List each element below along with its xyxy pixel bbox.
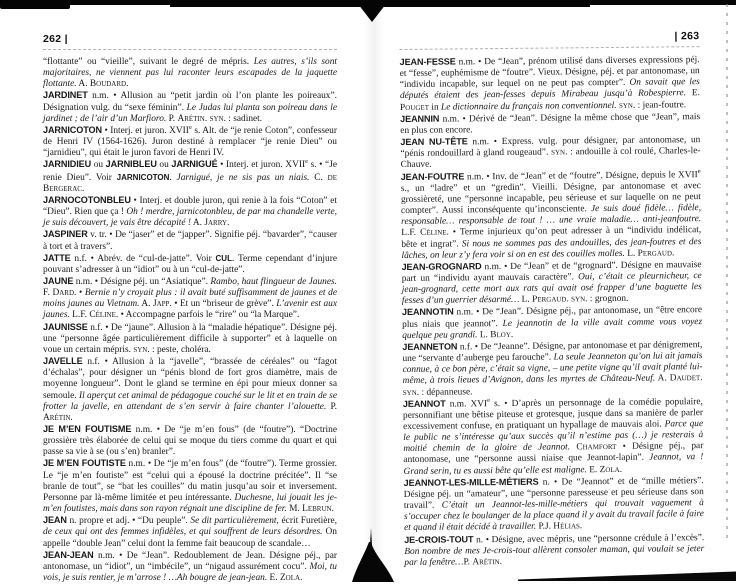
entry-text: Dard <box>52 288 75 299</box>
entry-text: CUL <box>215 253 232 263</box>
entry-text: Jeannot, va ! Grand serin, tu es aussi bête qu’elle est maligne. <box>403 452 704 477</box>
entry-jean-grognard <box>402 259 702 308</box>
entry-text: A. <box>139 299 153 310</box>
entry-text: P. <box>463 557 473 568</box>
entry-text: F. <box>43 288 53 299</box>
entry-jarnidieu <box>43 159 337 194</box>
entry-text: L.F. <box>69 310 90 321</box>
entry-text: . • Et un “briseur de grève”. <box>169 299 277 310</box>
entry-text: Céline <box>89 310 116 321</box>
entry-text: . • Terme injurieux qu’on peut adresser à un “individu indélicat, bête et ingrat”. <box>401 225 702 250</box>
entry-text: Daudet <box>669 373 701 384</box>
headword: JEANNOT <box>402 398 446 409</box>
entry-text: Lebrun <box>302 504 332 515</box>
entry-text: syn. <box>133 344 150 355</box>
headword: JARNIBLEU <box>105 159 157 170</box>
header-rule-left <box>43 49 337 50</box>
entry-jeannotin <box>402 305 702 342</box>
entry-text: n.m. XVI <box>445 398 488 410</box>
entry-text: s. • D’après un personnage de la comédie populaire, personnifiant une bêtise piteuse et grotesque, jusque dans sa manière de parler excessivement confuse, en pratiquant un hypallage de mauvais aloi. <box>402 396 704 432</box>
entry-text: . <box>510 329 514 340</box>
entry-text: syn. <box>209 113 226 124</box>
entry-text: : sadinet. <box>225 113 263 124</box>
header-rule-right <box>399 46 699 50</box>
entry-text: . <box>671 248 675 259</box>
entry-text: C. <box>309 172 328 183</box>
entry-text: n.m. • De “Jean”, prénom utilisé dans diverses expressions péj. et “fesse”, euphémisme de “foutre”. Vieux. Désigne, péj. et par antonomase, un “individu incapable, sur lequel on ne peut pas compter”. <box>399 55 700 91</box>
headword: JEANNIN <box>400 113 440 124</box>
entry-text: . <box>81 183 85 194</box>
headword: JARNIDIEU <box>43 159 92 170</box>
entry-text: Le jeannotin de la ville avait comme vous voyez quelque peu grandi. <box>402 316 703 341</box>
entry-jarnocotonbleu <box>43 195 337 229</box>
entry-jean <box>43 515 337 549</box>
entry-text: n.f. • Abrév. de “cul-de-jatte”. Voir <box>70 253 216 264</box>
entry-text: E. <box>267 573 280 584</box>
entry-text: Bon nombre de mes Je-crois-tout allèrent consoler maman, qui voulait se jeter par la fenêtre… <box>404 543 705 568</box>
entry-text: Zola <box>599 464 620 475</box>
entry-text: Oh ! merdre, jarnicotonbleu, de par ma chandelle verte, je suis découvert, je vais être décapité ! <box>43 207 338 229</box>
entry-text: Zola <box>279 573 301 584</box>
headword: JARNICOTON <box>43 124 102 135</box>
entry-text: . <box>331 504 334 515</box>
entry-text: Arétin <box>472 556 500 568</box>
headword: JE M’EN FOUTISTE <box>43 458 126 469</box>
headword: JATTE <box>43 252 71 263</box>
entry-text: syn. <box>618 100 636 111</box>
entry-text: Arétin <box>177 113 205 124</box>
entry-text: . <box>499 556 503 567</box>
entry-text: Il aperçut cet animal de pédagogue couché sur le lit et en train de se frotter la javelle, en attendant de s’en servir à faire chanter l’alouette. <box>43 390 337 412</box>
entry-text: • Interj. et double juron, qui renie à la fois “Coton” et “Dieu”. Rien que ça ! <box>43 195 337 218</box>
entry-text: • Désigne péj., par antonomase, une “personne aussi niaise que Jeannot-lapin”. <box>403 441 704 466</box>
entry-text: : andouille à col roulé, Charles-le-Chauve. <box>400 146 701 171</box>
entry-text: e <box>188 123 192 131</box>
entry-text: L’avenir est aux jaunes. <box>43 299 338 321</box>
entry-text: On savait que les députés étaient des jean-fesses depuis Mirabeau jusqu’à Robespierre. <box>399 77 700 102</box>
book-page-left <box>43 0 337 584</box>
entry-text: ou <box>91 160 106 171</box>
entry-text: in <box>428 102 442 113</box>
entry-text: . <box>126 79 129 90</box>
entry-text: n.m. • Express. vulg. pour désigner, par antonomase, un “pénis rondouillard à gland rougeaud”. <box>400 135 701 160</box>
entry-text: n. • Désigne, avec mépris, une “personne crédule à l’excès”. <box>473 532 705 545</box>
entry-text: : peste, choléra. <box>149 344 211 355</box>
entry-text: Se dit particulièrement, <box>190 516 279 527</box>
entry-text: v. tr. • De “jaser” et de “japper”. Signifie péj. “bavarder”, “causer à tort et à travers”. <box>43 230 337 252</box>
entry-text: n.m. • Dérivé de “Jean”. Désigne la même chose que “Jean”, mais en plus con encore. <box>400 111 701 136</box>
entry-jaunisse <box>43 322 337 356</box>
entry-text: Moi, tu vois, je suis rentier, je m’arrose ! …Ah bougre de jean-jean. <box>43 561 337 584</box>
headword: JEAN-FOUTRE <box>400 170 465 182</box>
entries-column-right <box>400 54 705 569</box>
entry-text: s. Alt. de “je renie Coton”, confesseur de Henri IV (1564-1626). Juron destiné à remplacer “je renie Dieu” ou “jarnidieu”, qui était le juron favori de Henri IV. <box>43 125 337 159</box>
entry-text: . <box>566 294 572 305</box>
entry-text: • Interj. et juron. XVII <box>101 125 189 136</box>
entry-text: P.J. <box>536 521 554 533</box>
headword: JEANNOT-LES-MILLE-MÉTIERS <box>403 476 539 488</box>
entry-text: n. • De “Jeannot” et de “mille métiers”. Désigne péj. un “amateur”, une “personne paresseuse et peu sérieuse dans son travail”. <box>403 475 704 512</box>
entry-text: • Interj. et juron. XVII <box>217 160 306 171</box>
entry-jean-fesse <box>400 54 701 114</box>
entry-continuation-flottante <box>43 57 337 90</box>
entry-je-men-foutiste <box>43 458 337 515</box>
scan-bottom-right-wedge <box>518 572 736 582</box>
entry-jardinet <box>43 90 337 124</box>
entry-text: E. <box>685 88 700 99</box>
headword: JE M’EN FOUTISME <box>43 424 132 434</box>
entry-text: n.m. • De “Jean”. Désigne péj., par antonomase, un “être encore plus niais que jeannot”. <box>402 305 703 330</box>
entry-je-men-foutisme <box>43 424 337 458</box>
entry-text: L.F. <box>401 228 421 239</box>
entry-text: Le dictionnaire du français non conventionnel. <box>440 100 617 113</box>
headword: JEAN-JEAN <box>43 549 94 560</box>
entry-text: “flottante” ou “vieille”, suivant le degré de mépris. <box>43 57 254 67</box>
entry-text: On appelle “double Jean” celui dont la femme fait beaucoup de scandale… <box>43 527 337 549</box>
entry-jean-nu-tete <box>400 134 700 171</box>
headword: JEANNETON <box>402 341 458 352</box>
entry-jean-jean <box>43 550 337 584</box>
entry-text: L. <box>477 329 491 341</box>
entry-text: . • <box>74 288 85 299</box>
entry-text: Je suis doué fidèle… fidèle, responsable… responsable de tout ! … une vraie maladie… anti-jeanfoutre. <box>401 203 702 228</box>
entry-text: P. <box>166 113 178 124</box>
entry-text: E. <box>586 464 600 475</box>
entry-text: . <box>700 373 703 384</box>
entry-text: A. <box>655 373 670 384</box>
entry-text: Pouget <box>399 102 430 113</box>
entry-jeannot-les-mille-metiers <box>404 475 705 535</box>
book-page-right <box>399 0 704 569</box>
entry-jeannot <box>403 396 704 478</box>
entry-text: n. propre et adj. • “Du peuple”. <box>66 516 191 527</box>
entry-text: Oui, c’était ce pleurnicheur, ce jean-grognard, cette mort aux rats qui avait osé frapper d’une baguette les fesses d’un guerrier désarmé… <box>401 271 702 307</box>
entry-text: Jarry <box>204 218 228 229</box>
headword: JARNIGUÉ <box>171 159 218 170</box>
entry-text: n.m. • Inv. de “Jean” et de “foutre”. Désigne, depuis le XVII <box>464 169 698 182</box>
headword: JAUNISSE <box>43 321 88 332</box>
headword: JASPINER <box>43 229 88 240</box>
entry-text: syn. <box>571 294 588 305</box>
entry-text: n.f. • De “jaune”. Allusion à la “maladie hépatique”. Désigne péj. une “personne âgée particulièrement difficile à supporter” et à laquelle on voue un certain mépris. <box>43 322 337 355</box>
entry-text: de ceux qui ont des femmes infidèles, et qui souffrent de leurs désordres. <box>43 527 323 538</box>
entry-jatte <box>43 253 337 276</box>
entry-text: : jean-foutre. <box>635 99 687 111</box>
entry-text: L. <box>519 295 533 306</box>
entry-text: L. <box>624 248 638 259</box>
entry-text: ou <box>156 160 172 171</box>
entry-text: n.m. • De “je m’en fous” (de “foutre”). “Doctrine grossière très élaborée de celui qui se moque du tiers comme du quart et qui passe sa vie à se (ou s’en) branler”. <box>43 425 338 458</box>
entry-text: Si nous ne sommes pas des andouilles, des jean-foutres et des lâches, on leur z’y fera voir si on en est des couilles molles. <box>401 236 702 261</box>
entry-javelle <box>43 356 337 424</box>
entry-je-crois-tout <box>404 532 704 569</box>
page-number-right: | 263 <box>674 30 700 43</box>
headword: JAVELLE <box>43 356 83 367</box>
entry-text: P. <box>326 401 337 412</box>
entry-text: M. <box>286 504 303 515</box>
entry-text: syn. <box>402 387 420 398</box>
entry-jaspiner <box>43 229 337 252</box>
entry-text: Les autres, s’ils sont majoritaires, ne viennent pas lui raconter leurs escapades de la jaquette flottante. <box>43 57 338 90</box>
headword: JE-CROIS-TOUT <box>404 533 474 545</box>
entry-text: n.m. • De “je m’en fous” (de “foutre”). Terme grossier. Le “je m’en foutiste” est “celui qui a épousé la doctrine précitée”. Il “se branle de tout”, se “bat les couilles” du matin jusqu’au soir et inversement. Personne par là-même limitée et peu intéressante. <box>43 459 337 503</box>
entry-text: . <box>619 464 623 475</box>
entry-text: A. <box>191 218 205 229</box>
entry-text: n.f. • Allusion à la “javelle”, “brassée de céréales” ou “fagot d’échalas”, pour désigner un “pénis blond de fort gros diamètre, mais de moyenne longueur”. Dont le gland se termine en épi pour mieux donner sa semoule. <box>43 357 337 401</box>
entry-text: de Bergerac <box>43 172 337 194</box>
entry-text: Bloy <box>490 329 511 340</box>
entry-text: Chamfort <box>576 442 617 453</box>
entry-text: Hélias <box>553 521 580 532</box>
entry-text: La seule Jeanneton qu’on lui ait jamais connue, à ce bon père, c’était sa vigne, – une petite vigne qu’il avait planté lui-même, à trois lieues d’Avignon, dans les myrtes de Château-Neuf. <box>402 351 703 387</box>
headword: JARNOCOTONBLEU <box>43 194 131 205</box>
entry-text: . • Accompagne parfois le “rire” ou “la Marque”. <box>115 310 300 321</box>
entry-jeannin <box>400 111 700 137</box>
entry-text: Jarnigué, je ne sis pas un niais. <box>176 172 310 183</box>
entry-jean-foutre <box>401 169 702 262</box>
headword: JAUNE <box>43 275 74 286</box>
entry-text: . <box>169 172 177 183</box>
entry-text: JARNICOTON <box>116 172 170 182</box>
entry-text: Parce que le public ne s’intéresse qu’aux succès qu’il n’estime pas (…) je resterais à moitié chemin de la gloire de Jeannot. <box>403 419 704 455</box>
entry-text: . <box>579 521 583 532</box>
entry-text: Pergaud <box>637 248 673 259</box>
entry-text: n.m. • Désigne péj. un “Asiatique”. <box>73 276 211 287</box>
entry-text: s. • “Je renie Dieu”. Voir <box>43 160 338 183</box>
entry-text: Boudard <box>89 79 127 90</box>
entry-text: n.m. • Allusion au “petit jardin où l’on plante les poireaux”. Désignation vulg. du “sexe féminin”. <box>43 91 337 113</box>
entry-jeanneton <box>402 339 703 399</box>
entry-text: . <box>70 412 73 423</box>
entry-text: n.f. • De “Jeanne”. Désigne, par antonomase et par dénigrement, une “servante d’auberge peu farouche”. <box>402 340 703 365</box>
headword: JEAN-FESSE <box>399 56 456 67</box>
entry-text: Céline <box>420 227 447 239</box>
headword: JARDINET <box>43 90 88 101</box>
entry-text: : dépanneuse. <box>419 386 473 398</box>
scan-right-edge-specks <box>726 4 728 544</box>
entry-text: Duchesne, lui jouait les je-m’en foutistes, mais dans son rayon régnait une discipline de fer. <box>43 492 337 515</box>
entry-text: s., un “ladre” et un “gredin”. Vieilli. Désigne, par antonomase et avec grossièreté, une “personne incapable, peu sérieuse et sur laquelle on ne peut compter”. Aussi inconséquente qu’inconsciente. <box>400 180 701 217</box>
entry-text: n.m. • De “Jean”. Redoublement de Jean. Désigne péj., par antonomase, un “idiot”, un “imbécile”, un “nigaud assurément cocu”. <box>43 550 337 572</box>
entry-text: e <box>697 167 701 175</box>
entry-text: syn. <box>551 147 568 158</box>
entry-text: A. <box>76 79 90 90</box>
entry-text: écrit Furetière, <box>278 516 337 527</box>
entry-text: . <box>204 113 210 124</box>
entry-text: . <box>300 573 303 584</box>
page-gutter-shadow <box>364 0 384 582</box>
entry-jaune <box>43 276 337 322</box>
headword: JEAN-GROGNARD <box>401 261 482 272</box>
entry-text: Bernie n’y croyait plus : il avait buté suffisamment de jaunes et de moins jaunes au Vietnam. <box>43 288 337 310</box>
entry-jarnicoton <box>43 125 337 159</box>
headword: JEAN NU-TÊTE <box>400 136 468 148</box>
entry-text: e <box>487 396 491 404</box>
entry-text: : grognon. <box>587 294 629 305</box>
entry-text: Pergaud <box>532 294 567 306</box>
headword: JEAN <box>43 515 67 526</box>
entry-text: Le Judas lui planta son poireau dans le jardinet ; de l’air d’un Marfioro. <box>43 102 337 124</box>
headword: JEANNOTIN <box>401 306 454 318</box>
entry-text: . Terme cependant d’injure pouvant s’adresser à un “idiot” ou à un “cul-de-jatte”. <box>43 253 337 275</box>
page-number-left: 262 | <box>43 33 68 45</box>
entry-text: C’était un Jeannot-les-mille-métiers qui trouvait vaguement à s’occuper chez le boulanger de la place quand il y avait du travail facile à faire et quand il était décidé à travailler. <box>403 498 704 534</box>
entry-text: n.m. • De “Jean” et de “grognard”. Désigne en mauvaise part un “individu ayant mauvais caractère”. <box>401 259 702 284</box>
entry-text: . <box>227 218 230 229</box>
entries-column-left <box>43 57 337 584</box>
entry-text: e <box>305 158 309 166</box>
entry-text: Rambo, haut flingueur de Jaunes. <box>210 276 337 287</box>
entry-text: Arétin <box>43 412 71 423</box>
entry-text: Japp <box>152 299 170 310</box>
